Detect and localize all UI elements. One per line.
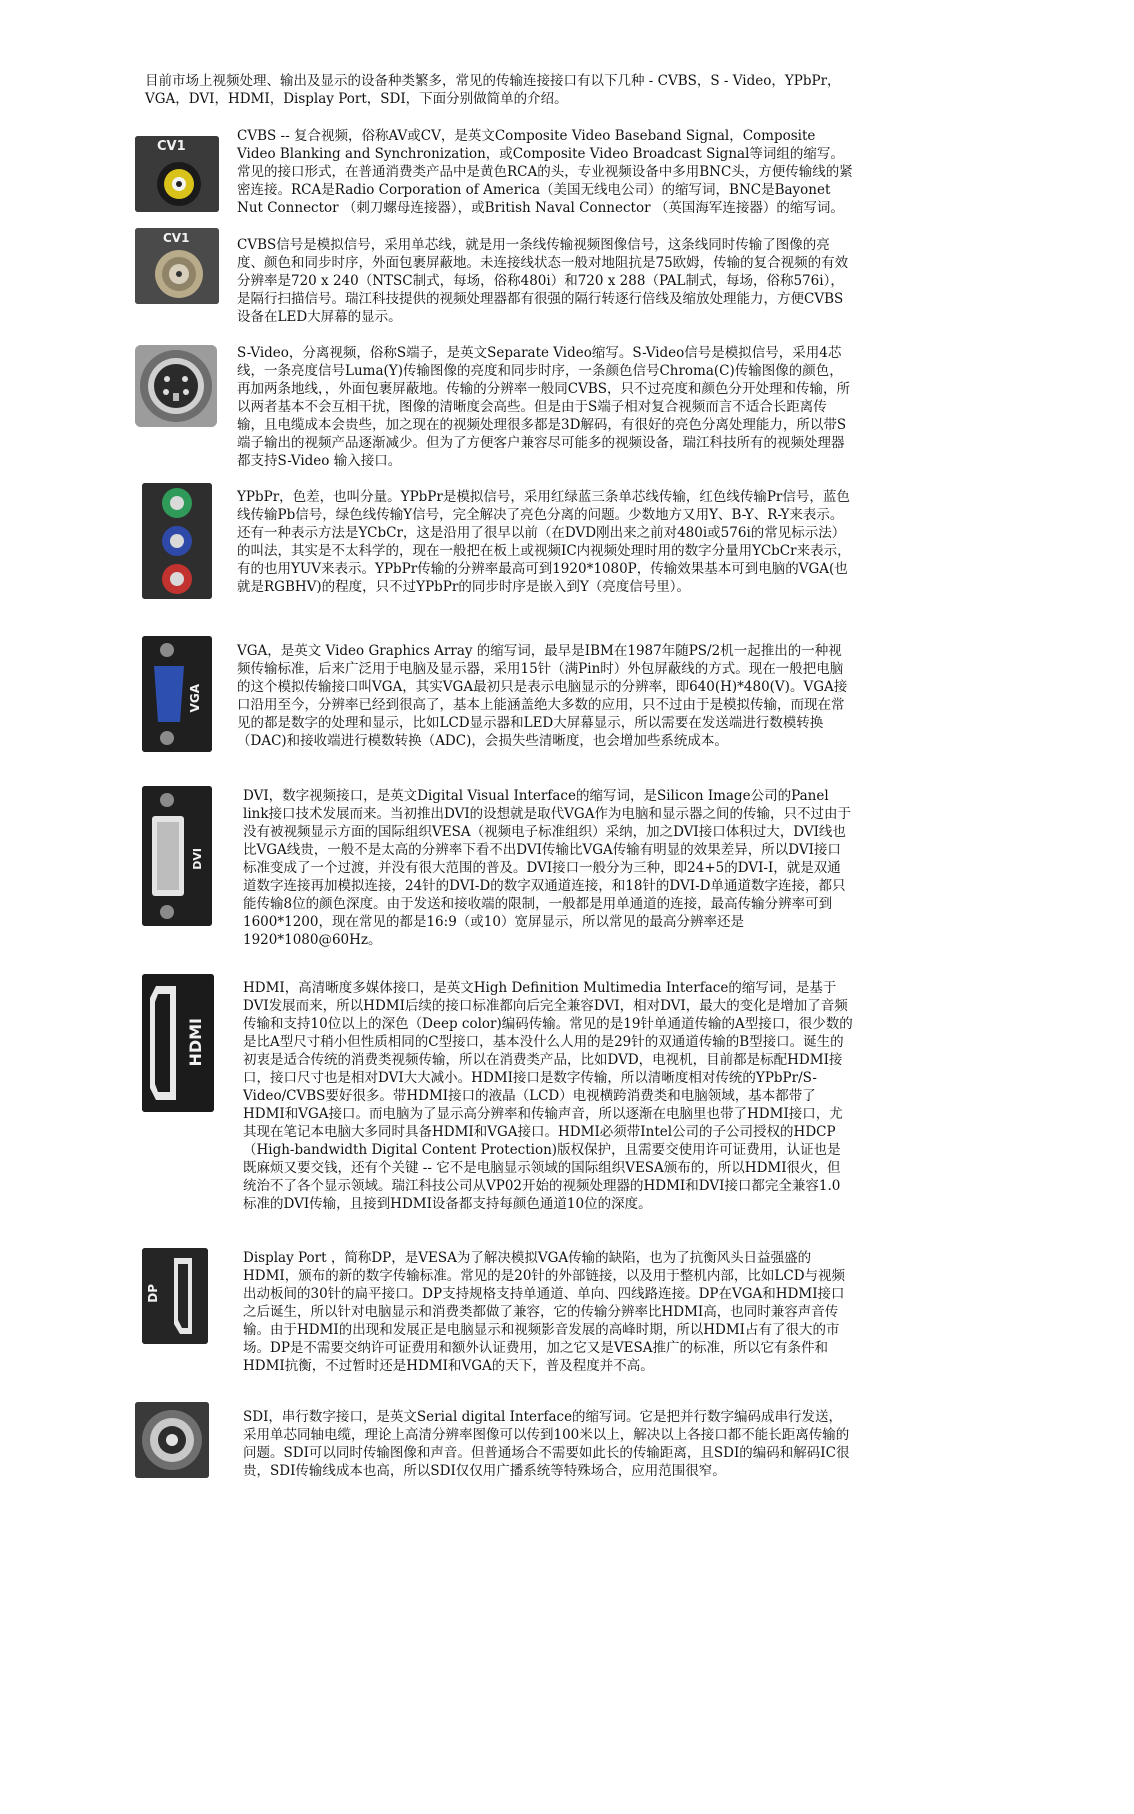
vga-connector-image	[142, 636, 212, 752]
cvbs-label-1: CV1	[157, 139, 186, 154]
sdi-bnc-connector-image	[135, 1402, 209, 1478]
dvi-paragraph: DVI，数字视频接口，是英文Digital Visual Interface的缩写词，是Silicon Image公司的Panel link接口技术发展而来。当初推出DVI的设想就是取代VGA作为电脑和显示器之间的传输，只不过由于没有被视频显示方面的国际组织VESA（视频电子标准组织）采纳，加之DVI接口体积过大，DVI线也比VGA线贵，一般不是太高的分辨率下看不出DVI传输比VGA传输有明显的效果差异，所以DVI接口标准变成了一个过渡，并没有很大范围的普及。DVI接口一般分为三种，即24+5的DVI-I，就是双通道数字连接再加模拟连接，24针的DVI-D的数字双通道连接，和18针的DVI-D单通道数字连接，都只能传输8位的颜色深度。由于发送和接收端的限制，一般都是用单通道的连接，最高传输分辨率可到1600*1200，现在常见的都是16:9（或10）宽屏显示，所以常见的最高分辨率还是1920*1080@60Hz。	[243, 788, 851, 948]
cvbs-label-2: CV1	[163, 231, 190, 245]
vga-label: VGA	[188, 684, 202, 713]
cvbs-rca-connector-image	[135, 136, 219, 212]
cvbs-bnc-connector-image	[135, 228, 219, 304]
intro-paragraph: 目前市场上视频处理、输出及显示的设备种类繁多，常见的传输连接接口有以下几种 - CVBS，S - Video，YPbPr，VGA，DVI，HDMI，Display Port，SDI，下面分别做简单的介绍。	[145, 73, 841, 107]
hdmi-label: HDMI	[186, 1018, 205, 1067]
dvi-connector-image	[142, 786, 212, 926]
displayport-label: DP	[146, 1284, 160, 1303]
ypbpr-paragraph: YPbPr，色差，也叫分量。YPbPr是模拟信号，采用红绿蓝三条单芯线传输，红色线传输Pr信号，蓝色线传输Pb信号，绿色线传输Y信号，完全解决了亮色分离的问题。少数地方又用Y、B-Y、R-Y来表示。还有一种表示方法是YCbCr，这是沿用了很早以前（在DVD刚出来之前对480i或576i的常见标示法）的叫法，其实是不太科学的，现在一般把在板上或视频IC内视频处理时用的数字分量用YCbCr来表示，有的也用YUV来表示。YPbPr传输的分辨率最高可到1920*1080P，传输效果基本可到电脑的VGA(也就是RGBHV)的程度，只不过YPbPr的同步时序是嵌入到Y（亮度信号里）。	[237, 489, 851, 595]
svideo-paragraph: S-Video，分离视频，俗称S端子，是英文Separate Video缩写。S-Video信号是模拟信号，采用4芯线，一条亮度信号Luma(Y)传输图像的亮度和同步时序，一条颜色信号Chroma(C)传输图像的颜色，再加两条地线，，外面包裹屏蔽地。传输的分辨率一般同CVBS，只不过亮度和颜色分开处理和传输，所以两者基本不会互相干扰，图像的清晰度会高些。但是由于S端子相对复合视频而言不适合长距离传输，且电缆成本会贵些，加之现在的视频处理很多都是3D解码，有很好的亮色分离处理能力，所以带S端子输出的视频产品逐渐减少。但为了方便客户兼容尽可能多的视频设备，瑞江科技所有的视频处理器都支持S-Video 输入接口。	[237, 345, 850, 469]
displayport-paragraph: Display Port ，简称DP，是VESA为了解决模拟VGA传输的缺陷，也为了抗衡风头日益强盛的HDMI，颁布的新的数字传输标准。常见的是20针的外部链接，以及用于整机内部，比如LCD与视频出动板间的30针的扁平接口。DP支持规格支持单通道、单向、四线路连接。DP在VGA和HDMI接口之后诞生，所以针对电脑显示和消费类都做了兼容，它的传输分辨率比HDMI高，也同时兼容声音传输。由于HDMI的出现和发展正是电脑显示和视频影音发展的高峰时期，所以HDMI占有了很大的市场。DP是不需要交纳许可证费用和额外认证费用，加之它又是VESA推广的标准，所以它有条件和HDMI抗衡，不过暂时还是HDMI和VGA的天下，普及程度并不高。	[243, 1250, 846, 1374]
dvi-label: DVI	[191, 848, 204, 870]
cvbs-paragraph-1: CVBS -- 复合视频，俗称AV或CV，是英文Composite Video Baseband Signal，Composite Video Blanking and Synchronization，或Composite Video Broadcast Signal等词组的缩写。常见的接口形式，在普通消费类产品中是黄色RCA的头，专业视频设备中多用BNC头，方便传输线的紧密连接。RCA是Radio Corporation of America（美国无线电公司）的缩写词，BNC是Bayonet Nut Connector （刺刀螺母连接器），或British Naval Connector （英国海军连接器）的缩写词。	[237, 128, 853, 216]
svideo-connector-image	[135, 345, 217, 427]
sdi-paragraph: SDI，串行数字接口，是英文Serial digital Interface的缩写词。它是把并行数字编码成串行发送，采用单芯同轴电缆，理论上高清分辨率图像可以传到100米以上，解决以上各接口都不能长距离传输的问题。SDI可以同时传输图像和声音。但普通场合不需要如此长的传输距离，且SDI的编码和解码IC很贵，SDI传输线成本也高，所以SDI仅仅用广播系统等特殊场合，应用范围很窄。	[243, 1409, 850, 1479]
ypbpr-connector-image	[142, 483, 212, 599]
cvbs-paragraph-2: CVBS信号是模拟信号，采用单芯线，就是用一条线传输视频图像信号，这条线同时传输了图像的亮度、颜色和同步时序，外面包裹屏蔽地。未连接线状态一般对地阻抗是75欧姆，传输的复合视频的有效分辨率是720 x 240（NTSC制式，每场，俗称480i）和720 x 288（PAL制式，每场，俗称576i），是隔行扫描信号。瑞江科技提供的视频处理器都有很强的隔行转逐行倍线及缩放处理能力，方便CVBS设备在LED大屏幕的显示。	[237, 237, 849, 325]
displayport-connector-image	[142, 1248, 208, 1344]
hdmi-paragraph: HDMI，高清晰度多媒体接口，是英文High Definition Multimedia Interface的缩写词，是基于DVI发展而来，所以HDMI后续的接口标准都向后完全兼容DVI，相对DVI，最大的变化是增加了音频传输和支持10位以上的深色（Deep color)编码传输。常见的是19针单通道传输的A型接口，很少数的是比A型尺寸稍小但性质相同的C型接口，基本没什么人用的是29针的双通道传输的B型接口。诞生的初衷是适合传统的消费类视频传输，所以在消费类产品，比如DVD，电视机，目前都是标配HDMI接口，接口尺寸也是相对DVI大大减小。HDMI接口是数字传输，所以清晰度相对传统的YPbPr/S-Video/CVBS要好很多。带HDMI接口的液晶（LCD）电视横跨消费类和电脑领域，基本都带了HDMI和VGA接口。而电脑为了显示高分辨率和传输声音，所以逐渐在电脑里也带了HDMI接口，尤其现在笔记本电脑大多同时具备HDMI和VGA接口。HDMI必须带Intel公司的子公司授权的HDCP（High-bandwidth Digital Content Protection)版权保护，且需要交使用许可证费用，认证也是既麻烦又要交钱，还有个关键 -- 它不是电脑显示领域的国际组织VESA颁布的，所以HDMI很火，但统治不了各个显示领域。瑞江科技公司从VP02开始的视频处理器的HDMI和DVI接口都完全兼容1.0标准的DVI传输，且接到HDMI设备都支持每颜色通道10位的深度。	[243, 980, 853, 1212]
hdmi-connector-image	[142, 974, 214, 1112]
vga-paragraph: VGA，是英文 Video Graphics Array 的缩写词，最早是IBM在1987年随PS/2机一起推出的一种视频传输标准，后来广泛用于电脑及显示器，采用15针（满Pin时）外包屏蔽线的方式。现在一般把电脑的这个模拟传输接口叫VGA，其实VGA最初只是表示电脑显示的分辨率，即640(H)*480(V)。VGA接口沿用至今，分辨率已经到很高了，基本上能涵盖绝大多数的应用，只不过由于是模拟传输，而现在常见的都是数字的处理和显示，比如LCD显示器和LED大屏幕显示，所以需要在发送端进行数模转换（DAC)和接收端进行模数转换（ADC)，会损失些清晰度，也会增加些系统成本。	[237, 643, 848, 749]
